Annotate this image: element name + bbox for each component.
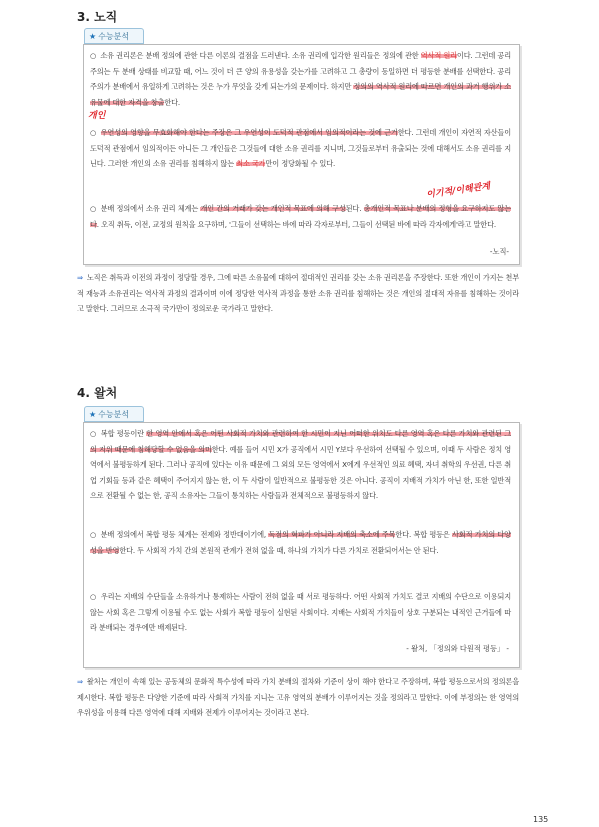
badge-susung: ★ 수능분석 [84, 28, 144, 44]
quote-box-walzer [83, 422, 520, 668]
quote-paragraph: ○ 분배 정의에서 소유 권리 체계는 개인 간의 거래가 갖는 개인적 목표에 의해 구성된다. 총개인적 목표나 분배의 정형을 요구하지도 않는다. 오직 취득, 이전, 교정의 원칙을 요구하며, '그들이 선택하는 바에 따라 각자로부터, 그들이 선택된 바에 따라 각자에게'라고 말한다. [90, 204, 512, 229]
quote-paragraph: ○ 우연성의 영향을 무효화해야 한다는 주장은 그 우연성이 도덕적 관점에서 임의적이라는 것에 근거한다. 그런데 개인이 자연적 자산들이 도덕적 관점에서 임의적이든 아니든 그 개인들은 그것들에 대한 소유 권리를 지니며, 그것들로부터 유출되는 것에 대해서도 소유 권리를 지닌다. 그러한 개인의 소유 권리를 침해하지 않는 최소 국가만이 정당화될 수 있다. [90, 128, 511, 168]
section-title-nozick: 3. 노직 [77, 10, 118, 24]
quote-box-nozick [83, 44, 520, 265]
star-icon: ★ [89, 32, 97, 41]
bullet-icon: ○ [90, 51, 97, 60]
summary-walzer: ⇒ 왈처는 개인이 속해 있는 공동체의 문화적 특수성에 따라 가치 분배의 절차와 기준이 상이 해야 한다고 주장하며, 복합 평등으로서의 정의론을 제시한다. 복합 평등은 다양한 기준에 따라 사회적 가치를 지니는 고유 영역의 분배가 이루어지는 것을 정의라고 말한다. 이에 부정의는 한 영역의 우위성을 이용해 다른 영역에 대해 지배와 전제가 이루어지는 것이라고 본다. [77, 677, 519, 717]
bullet-icon: ○ [90, 592, 97, 601]
handwritten-note: 이기적/이해관계 [425, 181, 491, 201]
quote-source: -노직- [489, 247, 509, 256]
bullet-icon: ○ [90, 530, 97, 539]
quote-paragraph: ○ 우리는 지배의 수단들을 소유하거나 통제하는 사람이 전혀 없을 때 서로 평등하다. 어떤 사회적 가치도 결코 지배의 수단으로 이용되지 않는 사회 혹은 그렇게 이용될 수도 없는 사회가 복합 평등이 실현된 사회이다. 지배는 사회적 가치들이 상호 구분되는 내적인 근거들에 따라 분배되는 경우에만 배제된다. [90, 592, 512, 632]
summary-nozick: ⇒ 노직은 취득과 이전의 과정이 정당할 경우, 그에 따른 소유물에 대하여 절대적인 권리를 갖는 소유 권리론을 주장한다. 또한 개인이 가지는 천부적 재능과 소유권리는 역사적 과정의 결과이며 이에 정당한 역사적 과정을 통한 소유 권리를 침해하는 것은 개인의 절대적 자유를 침해하는 것이라고 말한다. 그러므로 소극적 국가만이 정의로운 국가라고 말한다. [77, 273, 519, 313]
arrow-icon: ⇒ [77, 677, 83, 686]
bullet-icon: ○ [90, 128, 97, 137]
quote-paragraph: ○ 복합 평등이란 한 영역 안에서 혹은 어떤 사회적 가치와 관련하여 한 시민이 지닌 어떠한 위치도 다른 영역 혹은 다른 가치와 관련된 그의 지위 때문에 침해당할 수 없음을 의미한다. 예를 들어 시민 X가 공직에서 시민 Y보다 우선하여 선택될 수 있으며, 이때 두 사람은 정치 영역에서 불평등하게 된다. 그러나 공직에 있다는 이유 때문에 그 외의 모든 영역에서 X에게 우선적인 의료 혜택, 자녀 취학의 우선권, 다른 취업 기회들 등과 같은 혜택이 주어지지 않는 한, 이 두 사람이 일반적으로 불평등한 것은 아니다. 공직이 지배적 가치가 아닌 한, 또한 일반적으로 전환될 수 없는 한, 공직 소유자는 그들이 통치하는 사람들과 전체적으로 불평등하지 않다. [90, 429, 512, 500]
quote-paragraph: ○ 소유 권리론은 분배 정의에 관한 다른 이론의 결점을 드러낸다. 소유 권리에 입각한 원리들은 정의에 관한 역사적 원리이다. 그런데 공리주의는 두 분배 상태를 비교할 때, 어느 것이 더 큰 양의 유용성을 갖는가를 고려하고 그 총량이 동일하면 더 평등한 분배를 선택한다. 공리주의가 분배에서 유일하게 고려하는 것은 누가 무엇을 갖게 되는가의 문제이다. 하지만 정의의 역사적 원리에 따르면 개인의 과거 행위가 소유물에 대한 자격을 창출한다. [90, 51, 511, 107]
bullet-icon: ○ [90, 429, 97, 438]
arrow-icon: ⇒ [77, 273, 83, 282]
page-number: 135 [533, 815, 549, 824]
quote-paragraph: ○ 분배 정의에서 복합 평등 체계는 전제와 정반대이기에, 독점의 혁파가 아니라 지배의 축소에 주목한다. 복합 평등은 사회적 가치의 다양성을 반영한다. 두 사회적 가치 간의 본원적 관계가 전혀 없을 때, 하나의 가치가 다른 가치로 전환되어서는 안 된다. [90, 530, 511, 555]
quote-source: - 왈처, 「정의와 다원적 평등」 - [406, 644, 509, 653]
bullet-icon: ○ [90, 204, 97, 213]
star-icon: ★ [89, 410, 97, 419]
badge-susung: ★ 수능분석 [84, 406, 144, 422]
section-title-walzer: 4. 왈처 [77, 386, 118, 400]
handwritten-note: 개인 [88, 111, 106, 121]
